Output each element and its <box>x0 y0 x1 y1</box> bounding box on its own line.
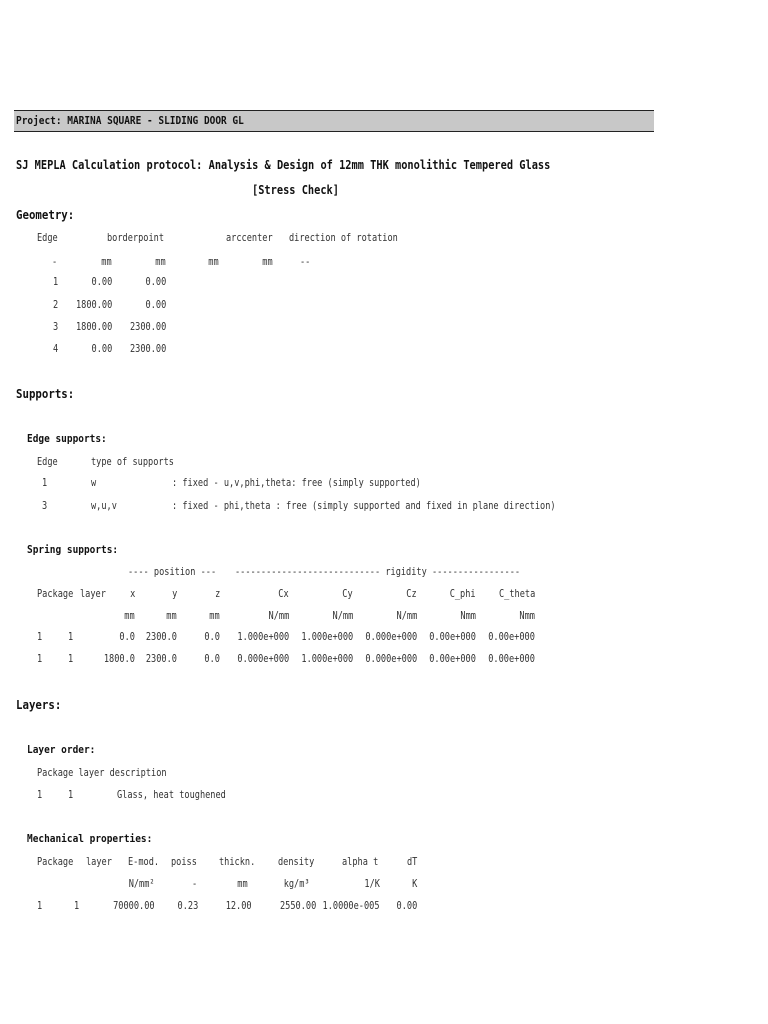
spring-unit: mm <box>209 610 220 622</box>
spring-col-ctheta: C_theta <box>498 588 535 600</box>
spring-rigidity-label: ---------------------------- rigidity ----------------- <box>235 566 521 578</box>
spring-col-package: Package <box>37 588 74 600</box>
geometry-unit: mm <box>262 256 273 268</box>
mech-unit: mm <box>237 878 248 890</box>
supports-heading: Supports: <box>16 386 75 401</box>
spring-y: 2300.0 <box>145 631 177 643</box>
spring-unit: Nmm <box>460 610 476 622</box>
geometry-heading: Geometry: <box>16 207 75 222</box>
document-subtitle: [Stress Check] <box>252 183 339 197</box>
document-title: SJ MEPLA Calculation protocol: Analysis & Design of 12mm THK monolithic Tempered Glass <box>16 158 551 172</box>
mech-emod: 70000.00 <box>113 900 155 912</box>
geometry-x: 1800.00 <box>75 321 112 333</box>
spring-ctheta: 0.00e+000 <box>488 631 535 643</box>
mech-col-thickness: thickn. <box>219 856 256 868</box>
spring-z: 0.0 <box>204 631 220 643</box>
project-label: Project: MARINA SQUARE - SLIDING DOOR GL <box>16 114 244 127</box>
geometry-col-edge: Edge <box>37 232 58 244</box>
mech-unit: N/mm² <box>129 878 155 890</box>
spring-y: 2300.0 <box>145 653 177 665</box>
spring-package: 1 <box>37 631 43 643</box>
geometry-edge-number: 2 <box>53 299 59 311</box>
layer-order-heading: Layer order: <box>27 743 96 756</box>
geometry-unit: - <box>52 256 58 268</box>
geometry-y: 0.00 <box>145 299 166 311</box>
spring-cx: 1.000e+000 <box>237 631 289 643</box>
geometry-x: 0.00 <box>91 276 112 288</box>
geometry-y: 0.00 <box>145 276 166 288</box>
mech-col-dt: dT <box>407 856 418 868</box>
mech-alpha: 1.0000e-005 <box>322 900 380 912</box>
mech-layer: 1 <box>74 900 80 912</box>
spring-cy: 1.000e+000 <box>301 653 353 665</box>
edge-support-dof: w <box>91 477 97 489</box>
mech-unit: - <box>192 878 198 890</box>
spring-unit: mm <box>124 610 135 622</box>
spring-layer: 1 <box>68 653 74 665</box>
edge-support-number: 3 <box>42 500 48 512</box>
spring-unit: N/mm <box>396 610 417 622</box>
project-bar <box>14 110 654 132</box>
edge-supports-heading: Edge supports: <box>27 432 107 445</box>
edge-support-description: : fixed - phi,theta : free (simply supported and fixed in plane direction) <box>172 500 556 512</box>
mechanical-properties-heading: Mechanical properties: <box>27 832 153 845</box>
mech-dt: 0.00 <box>396 900 417 912</box>
layer-order-layer: 1 <box>68 789 74 801</box>
geometry-y: 2300.00 <box>129 321 166 333</box>
spring-position-label: ---- position --- <box>128 566 217 578</box>
geometry-unit: mm <box>155 256 166 268</box>
mech-density: 2550.00 <box>279 900 316 912</box>
mech-unit: K <box>411 878 417 890</box>
spring-package: 1 <box>37 653 43 665</box>
edge-supports-col-edge: Edge <box>37 456 58 468</box>
edge-support-number: 1 <box>42 477 48 489</box>
spring-cx: 0.000e+000 <box>237 653 289 665</box>
spring-col-x: x <box>129 588 135 600</box>
geometry-edge-number: 1 <box>53 276 59 288</box>
spring-x: 1800.0 <box>103 653 135 665</box>
spring-unit: N/mm <box>268 610 289 622</box>
geometry-unit: -- <box>300 256 311 268</box>
spring-cphi: 0.00e+000 <box>429 631 476 643</box>
spring-col-y: y <box>171 588 177 600</box>
spring-supports-heading: Spring supports: <box>27 543 119 556</box>
geometry-x: 0.00 <box>91 343 112 355</box>
spring-layer: 1 <box>68 631 74 643</box>
geometry-unit: mm <box>208 256 219 268</box>
mech-poiss: 0.23 <box>177 900 198 912</box>
spring-unit: N/mm <box>332 610 353 622</box>
mech-col-density: density <box>278 856 315 868</box>
geometry-x: 1800.00 <box>75 299 112 311</box>
mech-col-layer: layer <box>86 856 112 868</box>
geometry-col-direction: direction of rotation <box>289 232 398 244</box>
edge-supports-col-type: type of supports <box>91 456 174 468</box>
edge-support-dof: w,u,v <box>91 500 117 512</box>
spring-x: 0.0 <box>119 631 135 643</box>
mech-package: 1 <box>37 900 43 912</box>
geometry-unit: mm <box>101 256 112 268</box>
spring-cz: 0.000e+000 <box>365 631 417 643</box>
layers-heading: Layers: <box>16 697 62 712</box>
spring-unit: Nmm <box>519 610 535 622</box>
spring-col-cz: Cz <box>406 588 417 600</box>
mech-unit: 1/K <box>364 878 380 890</box>
spring-col-cphi: C_phi <box>450 588 476 600</box>
geometry-edge-number: 3 <box>53 321 59 333</box>
mech-unit: kg/m³ <box>284 878 310 890</box>
mech-col-poiss: poiss <box>171 856 197 868</box>
spring-cy: 1.000e+000 <box>301 631 353 643</box>
layer-order-columns: Package layer description <box>37 767 167 779</box>
mech-thickness: 12.00 <box>226 900 252 912</box>
spring-col-layer: layer <box>80 588 106 600</box>
spring-col-cx: Cx <box>278 588 289 600</box>
geometry-col-arccenter: arccenter <box>226 232 273 244</box>
spring-cphi: 0.00e+000 <box>429 653 476 665</box>
spring-z: 0.0 <box>204 653 220 665</box>
layer-order-package: 1 <box>37 789 43 801</box>
spring-ctheta: 0.00e+000 <box>488 653 535 665</box>
geometry-col-borderpoint: borderpoint <box>107 232 165 244</box>
geometry-y: 2300.00 <box>129 343 166 355</box>
mech-col-package: Package <box>37 856 74 868</box>
mech-col-alpha: alpha t <box>342 856 379 868</box>
spring-col-z: z <box>214 588 220 600</box>
geometry-edge-number: 4 <box>53 343 59 355</box>
mech-col-emod: E-mod. <box>128 856 160 868</box>
spring-col-cy: Cy <box>342 588 353 600</box>
spring-unit: mm <box>166 610 177 622</box>
layer-order-description: Glass, heat toughened <box>117 789 226 801</box>
edge-support-description: : fixed - u,v,phi,theta: free (simply supported) <box>172 477 421 489</box>
spring-cz: 0.000e+000 <box>365 653 417 665</box>
